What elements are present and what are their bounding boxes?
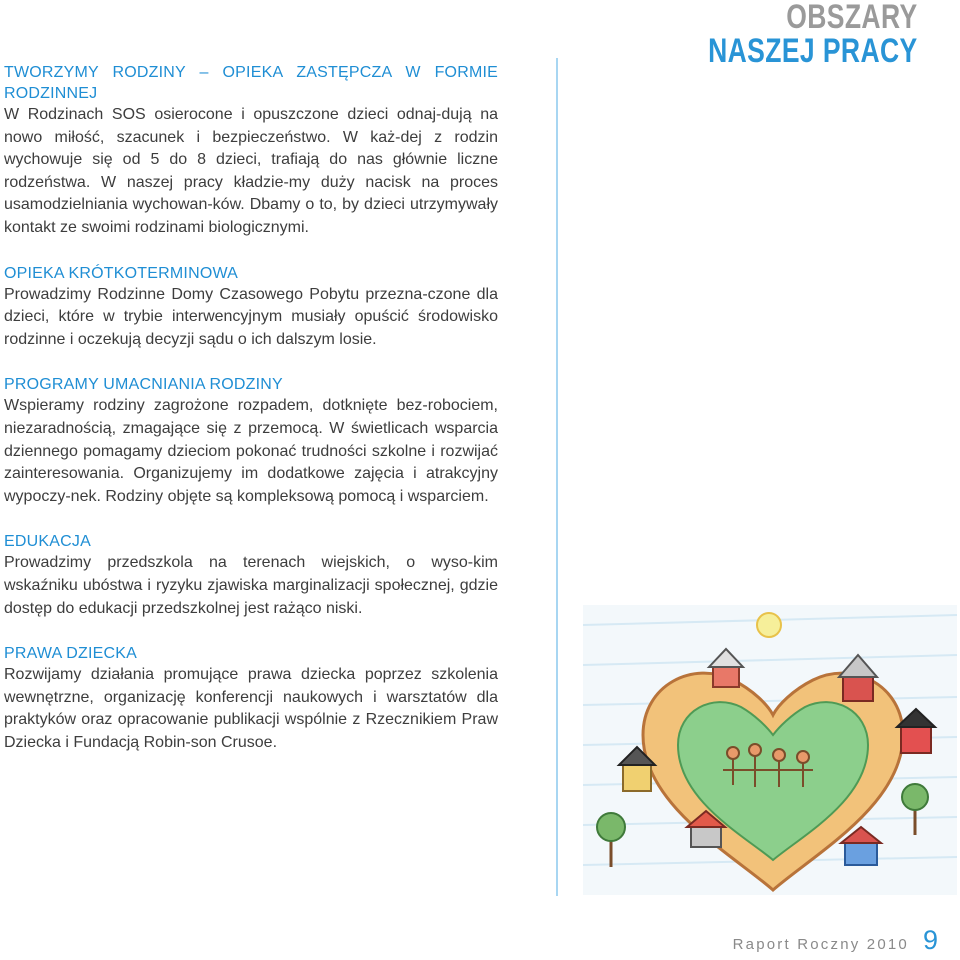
section-heading: PROGRAMY UMACNIANIA RODZINY [4, 376, 283, 394]
section-child-rights [4, 643, 498, 754]
title-line-2: NASZEJ PRACY [708, 32, 918, 70]
section-body: Prowadzimy przedszkola na terenach wiejskich, o wyso-kim wskaźniku ubóstwa i ryzyku zjawiska marginalizacji społecznej, gdzie dostęp do edukacji przedszkolnej jest rażąco niski. [4, 554, 498, 617]
section-body: Prowadzimy Rodzinne Domy Czasowego Pobytu przezna-czone dla dzieci, które w trybie interwencyjnym musiały opuścić środowisko rodzinne i oczekują decyzji sądu o ich dalszym losie. [4, 285, 498, 348]
section-body: Rozwijamy działania promujące prawa dziecka poprzez szkolenia wewnętrzne, organizację konferencji naukowych i warsztatów dla praktyków oraz opracowanie publikacji wspólnie z Rzecznikiem Praw Dziecka i Fundacją Robin-son Crusoe. [4, 666, 498, 751]
section-heading: EDUKACJA [4, 533, 91, 551]
section-heading: TWORZYMY RODZINY – OPIEKA ZASTĘPCZA W FORMIE RODZINNEJ [4, 64, 498, 102]
section-family-programs [4, 374, 498, 508]
page-number: 9 [922, 925, 938, 955]
sun-icon [757, 613, 781, 637]
section-heading: PRAWA DZIECKA [4, 645, 137, 663]
section-education [4, 531, 498, 620]
section-short-term-care [4, 263, 498, 352]
child-drawing-illustration [583, 605, 957, 895]
page-footer [733, 925, 938, 956]
title-line-1: OBSZARY [786, 0, 918, 36]
section-body: Wspieramy rodziny zagrożone rozpadem, dotknięte bez-robociem, niezaradnością, zmagające się z przemocą. W świetlicach wsparcia dziennego pomagamy dzieciom pokonać trudności szkolne i rozwijać zainteresowania. Organizujemy im dodatkowe zajęcia i atrakcyjny wypoczy-nek. Rodziny objęte są kompleksową pomocą i wsparciem. [4, 397, 498, 505]
house-icon [709, 649, 743, 687]
page-title [708, 0, 918, 68]
text-column [4, 62, 498, 777]
section-foster-care [4, 62, 498, 240]
report-title: Raport Roczny 2010 [732, 936, 909, 953]
section-body: W Rodzinach SOS osierocone i opuszczone dzieci odnaj-dują na nowo miłość, szacunek i bezpieczeństwo. W każ-dej z rodzin wychowuje się od 5 do 8 dzieci, trafiają do nas głównie liczne rodzeństwa. W naszej pracy kładzie-my duży nacisk na proces usamodzielniania wychowan-ków. Dbamy o to, by dzieci utrzymywały kontakt ze swoimi rodzinami biologicznymi. [4, 106, 498, 236]
column-divider [556, 58, 558, 896]
section-heading: OPIEKA KRÓTKOTERMINOWA [4, 264, 239, 282]
heart-village-drawing [583, 605, 957, 895]
